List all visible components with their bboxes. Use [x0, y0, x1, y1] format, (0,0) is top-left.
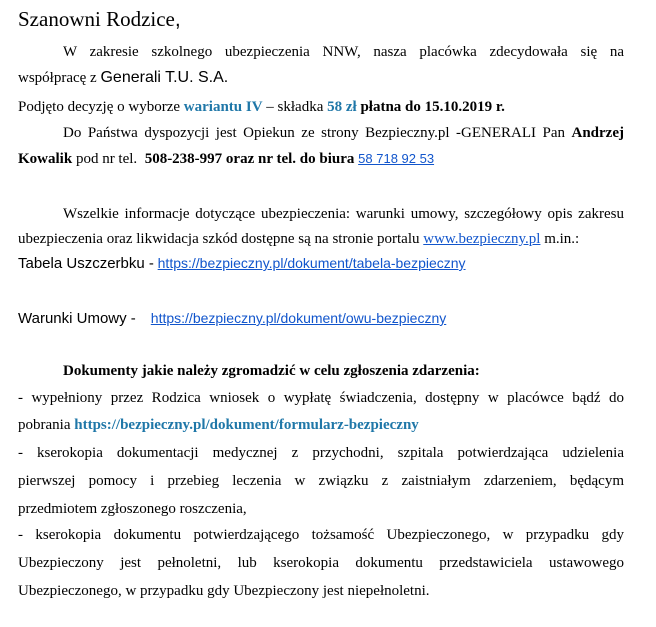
doc-item3-line2: Ubezpieczony jest pełnoletni, lub kserokopia dokumentu przedstawiciela ustawowego: [18, 555, 624, 571]
p2-text-a: Podjęto decyzję o wyborze: [18, 99, 181, 115]
office-phone-link[interactable]: 58 718 92 53: [358, 151, 435, 166]
claim-form-link[interactable]: https://bezpieczny.pl/dokument/formularz-bezpieczny: [74, 417, 419, 433]
greeting-punctuation: ,: [174, 8, 181, 31]
premium-amount: 58 zł: [327, 99, 357, 115]
doc-item3-line3: Ubezpieczonego, w przypadku gdy Ubezpieczony jest niepełnoletni.: [18, 583, 430, 599]
p4-line1: Wszelkie informacje dotyczące ubezpieczenia: warunki umowy, szczegółowy opis zakresu: [63, 206, 624, 222]
p4-text-a: ubezpieczenia oraz likwidacja szkód dostępne są na stronie portalu: [18, 231, 420, 247]
portal-link[interactable]: www.bezpieczny.pl: [423, 231, 541, 247]
p4-line3: [18, 253, 624, 274]
p2-line: [18, 97, 624, 117]
documents-heading: Dokumenty jakie należy zgromadzić w celu zgłoszenia zdarzenia:: [63, 363, 480, 379]
greeting-heading: [18, 7, 624, 32]
terms-link[interactable]: https://bezpieczny.pl/dokument/owu-bezpieczny: [150, 310, 447, 326]
payment-deadline: płatna do 15.10.2019 r.: [360, 99, 505, 115]
p1-line2-text: współpracę z: [18, 70, 97, 86]
doc-item1-text: pobrania: [18, 417, 71, 433]
p3-line2: [18, 149, 624, 169]
doc-item2-line3: przedmiotem zgłoszonego roszczenia,: [18, 501, 247, 517]
doc-item1-line1: - wypełniony przez Rodzica wniosek o wypłatę świadczenia, dostępny w placówce bądź do: [18, 390, 624, 406]
doc-item1-line2: [18, 415, 624, 435]
doc-item3-line1: - kserokopia dokumentu potwierdzającego tożsamość Ubezpieczonego, w przypadku gdy: [18, 527, 624, 543]
advisor-phone-text: 508-238-997 oraz nr tel. do biura: [144, 151, 355, 167]
greeting-text: Szanowni Rodzice: [18, 7, 175, 31]
p4-line2: [18, 229, 624, 249]
p3-text-b: pod nr tel.: [75, 151, 138, 167]
p2-text-b: – składka: [266, 99, 324, 115]
p4-text-b: m.in.:: [544, 231, 580, 247]
injury-table-link[interactable]: https://bezpieczny.pl/dokument/tabela-bezpieczny: [157, 255, 466, 271]
doc-item2-line2: pierwszej pomocy i przebieg leczenia w związku z zaistniałym zdarzeniem, będącym: [18, 473, 624, 489]
advisor-first-name: Andrzej: [571, 125, 624, 141]
p1-line1: W zakresie szkolnego ubezpieczenia NNW, nasza placówka zdecydowała się na: [63, 44, 624, 60]
terms-label: Warunki Umowy -: [18, 310, 136, 327]
p3-text-a: Do Państwa dyspozycji jest Opiekun ze strony Bezpieczny.pl -GENERALI Pan: [63, 125, 565, 141]
advisor-last-name: Kowalik: [18, 151, 73, 167]
variant-label: wariantu IV: [183, 99, 263, 115]
p1-line2: [18, 68, 624, 88]
injury-table-label: Tabela Uszczerbku -: [18, 255, 154, 272]
p3-line1: [63, 123, 624, 143]
doc-item2-line1: - kserokopia dokumentacji medycznej z przychodni, szpitala potwierdzająca udzielenia: [18, 445, 624, 461]
p5-line: [18, 308, 624, 329]
insurer-name: Generali T.U. S.A.: [100, 69, 229, 86]
